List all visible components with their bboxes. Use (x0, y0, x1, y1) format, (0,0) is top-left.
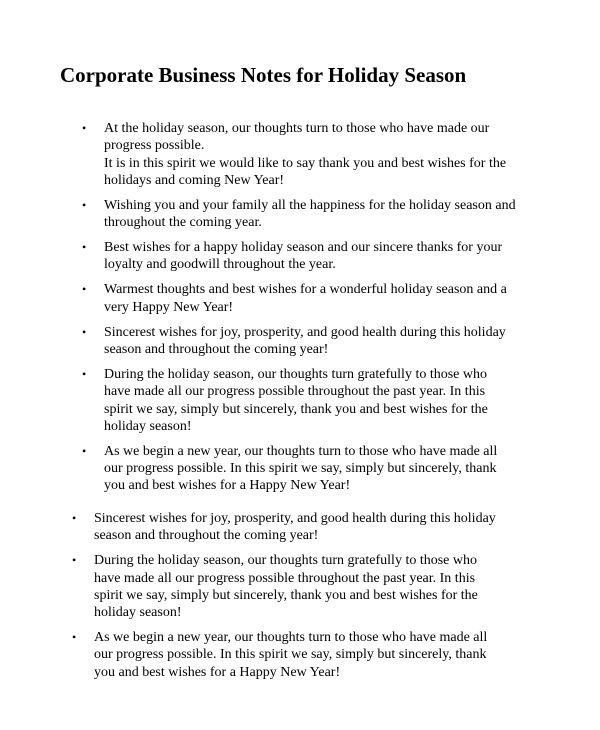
document-title: Corporate Business Notes for Holiday Season (60, 63, 467, 87)
list-item (82, 324, 534, 359)
list-item-text-line: At the holiday season, our thoughts turn to those who have made our (104, 121, 490, 136)
list-item-text-line: It is in this spirit we would like to say thank you and best wishes for the (104, 155, 507, 171)
bullet-icon: • (82, 324, 87, 339)
list-item-text-line: Sincerest wishes for joy, prosperity, and good health during this holiday (104, 324, 506, 340)
list-item-text-line: During the holiday season, our thoughts turn gratefully to those who (94, 553, 477, 569)
list-item-text-line: very Happy New Year! (104, 299, 234, 315)
list-item (82, 197, 534, 232)
bullet-icon: • (72, 553, 77, 568)
list-item (72, 552, 524, 621)
list-item-text-line: Wishing you and your family all the happiness for the holiday season and (104, 197, 516, 213)
bullet-icon: • (82, 121, 87, 135)
bullet-icon: • (72, 511, 77, 525)
list-item-text-line: Sincerest wishes for joy, prosperity, and good health during this holiday (94, 511, 496, 526)
list-item (72, 629, 524, 681)
list-item-text-line: During the holiday season, our thoughts turn gratefully to those who (104, 367, 487, 382)
list-item-text-line: throughout the coming year. (104, 215, 262, 231)
list-item (72, 510, 524, 545)
list-item-text-line: you and best wishes for a Happy New Year! (104, 478, 351, 494)
bullet-icon: • (82, 367, 87, 381)
bullet-icon: • (82, 197, 87, 212)
bullet-icon: • (82, 240, 87, 255)
list-item-text-line: holiday season! (104, 418, 192, 434)
list-item-text-line: spirit we say, simply but sincerely, thank you and best wishes for the (94, 587, 478, 603)
list-item (82, 120, 534, 189)
bullet-icon: • (72, 630, 77, 645)
list-item-text-line: our progress possible. In this spirit we say, simply but sincerely, thank (104, 461, 497, 477)
list-item (82, 366, 534, 435)
holiday-notes-list-secondary (72, 510, 524, 689)
list-item-text-line: spirit we say, simply but sincerely, thank you and best wishes for the (104, 401, 488, 417)
holiday-notes-list-primary (82, 120, 534, 502)
list-item-text-line: Best wishes for a happy holiday season and our sincere thanks for your (104, 240, 503, 256)
list-item (82, 281, 534, 316)
bullet-icon: • (82, 443, 87, 458)
list-item (82, 239, 534, 274)
list-item-text-line: our progress possible. In this spirit we say, simply but sincerely, thank (94, 647, 487, 663)
list-item-text-line: have made all our progress possible throughout the past year. In this (94, 570, 476, 586)
list-item-text-line: loyalty and goodwill throughout the year. (104, 257, 336, 273)
list-item-text-line: season and throughout the coming year! (104, 342, 329, 358)
list-item-text-line: you and best wishes for a Happy New Year! (94, 664, 341, 680)
list-item-text-line: Warmest thoughts and best wishes for a wonderful holiday season and a (104, 282, 507, 298)
list-item-text-line: As we begin a new year, our thoughts turn to those who have made all (104, 443, 498, 459)
list-item-text-line: As we begin a new year, our thoughts turn to those who have made all (94, 630, 488, 646)
list-item-text-line: have made all our progress possible throughout the past year. In this (104, 384, 486, 400)
list-item (82, 443, 534, 495)
list-item-text-line: season and throughout the coming year! (94, 528, 319, 544)
list-item-text-line: holidays and coming New Year! (104, 172, 285, 188)
list-item-text-line: holiday season! (94, 605, 182, 621)
bullet-icon: • (82, 282, 87, 297)
list-item-text-line: progress possible. (104, 138, 205, 154)
